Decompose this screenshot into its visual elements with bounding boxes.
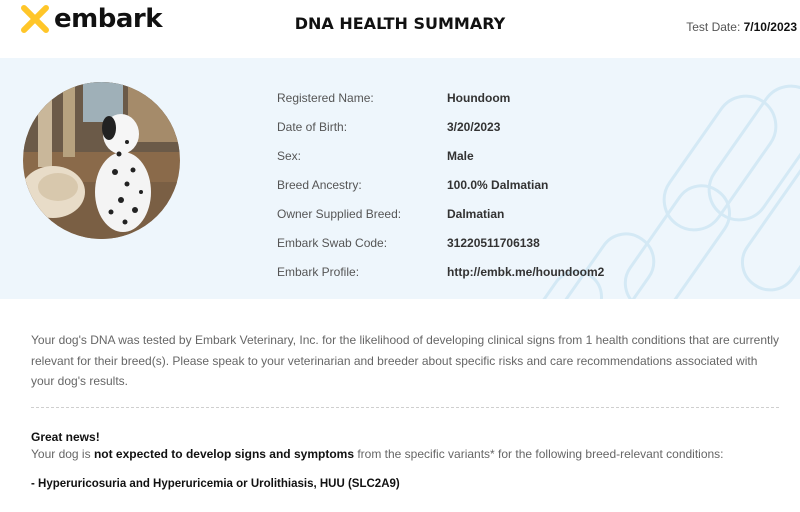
page-title: DNA HEALTH SUMMARY	[294, 14, 506, 33]
detail-label: Embark Swab Code:	[277, 235, 388, 250]
summary-intro: Your dog's DNA was tested by Embark Veterinary, Inc. for the likelihood of developing clinical signs from 1 health conditions that are currently relevant for their breed(s). Please speak to your veterinarian and breeder about specific risks and care recommendations associated with your dog's results.	[31, 333, 780, 388]
result-pre: Your dog is	[31, 447, 94, 461]
great-news-heading: Great news!	[31, 430, 100, 444]
detail-row-registered-name	[277, 83, 604, 112]
detail-label: Sex:	[277, 148, 302, 163]
condition-item: - Hyperuricosuria and Hyperuricemia or Urolithiasis, HUU (SLC2A9)	[31, 478, 400, 490]
header	[0, 0, 800, 58]
detail-row-profile	[277, 257, 604, 286]
detail-label: Date of Birth:	[277, 119, 348, 134]
divider	[31, 407, 779, 408]
detail-value: 100.0% Dalmatian	[447, 177, 549, 192]
detail-value: Houndoom	[447, 90, 511, 105]
detail-label: Registered Name:	[277, 90, 374, 105]
detail-row-sex	[277, 141, 604, 170]
test-date	[686, 20, 797, 34]
detail-value: Dalmatian	[447, 206, 505, 221]
detail-row-swab-code	[277, 228, 604, 257]
detail-row-owner-breed	[277, 199, 604, 228]
detail-label: Embark Profile:	[277, 264, 360, 279]
detail-value: 3/20/2023	[447, 119, 501, 134]
dog-photo	[23, 82, 180, 239]
detail-value: Male	[447, 148, 474, 163]
detail-label: Breed Ancestry:	[277, 177, 362, 192]
result-statement	[31, 447, 724, 461]
detail-row-date-of-birth	[277, 112, 604, 141]
result-post: from the specific variants* for the following breed-relevant conditions:	[354, 447, 724, 461]
dog-details	[277, 83, 604, 286]
test-date-value: 7/10/2023	[743, 20, 797, 34]
profile-link[interactable]: http://embk.me/houndoom2	[447, 264, 605, 279]
detail-row-breed-ancestry	[277, 170, 604, 199]
test-date-label: Test Date:	[686, 20, 744, 34]
result-bold: not expected to develop signs and symptoms	[93, 447, 354, 461]
dog-info-panel	[0, 58, 800, 299]
detail-label: Owner Supplied Breed:	[277, 206, 402, 221]
brand-name: embark	[54, 4, 162, 34]
detail-value: 31220511706138	[447, 235, 540, 250]
